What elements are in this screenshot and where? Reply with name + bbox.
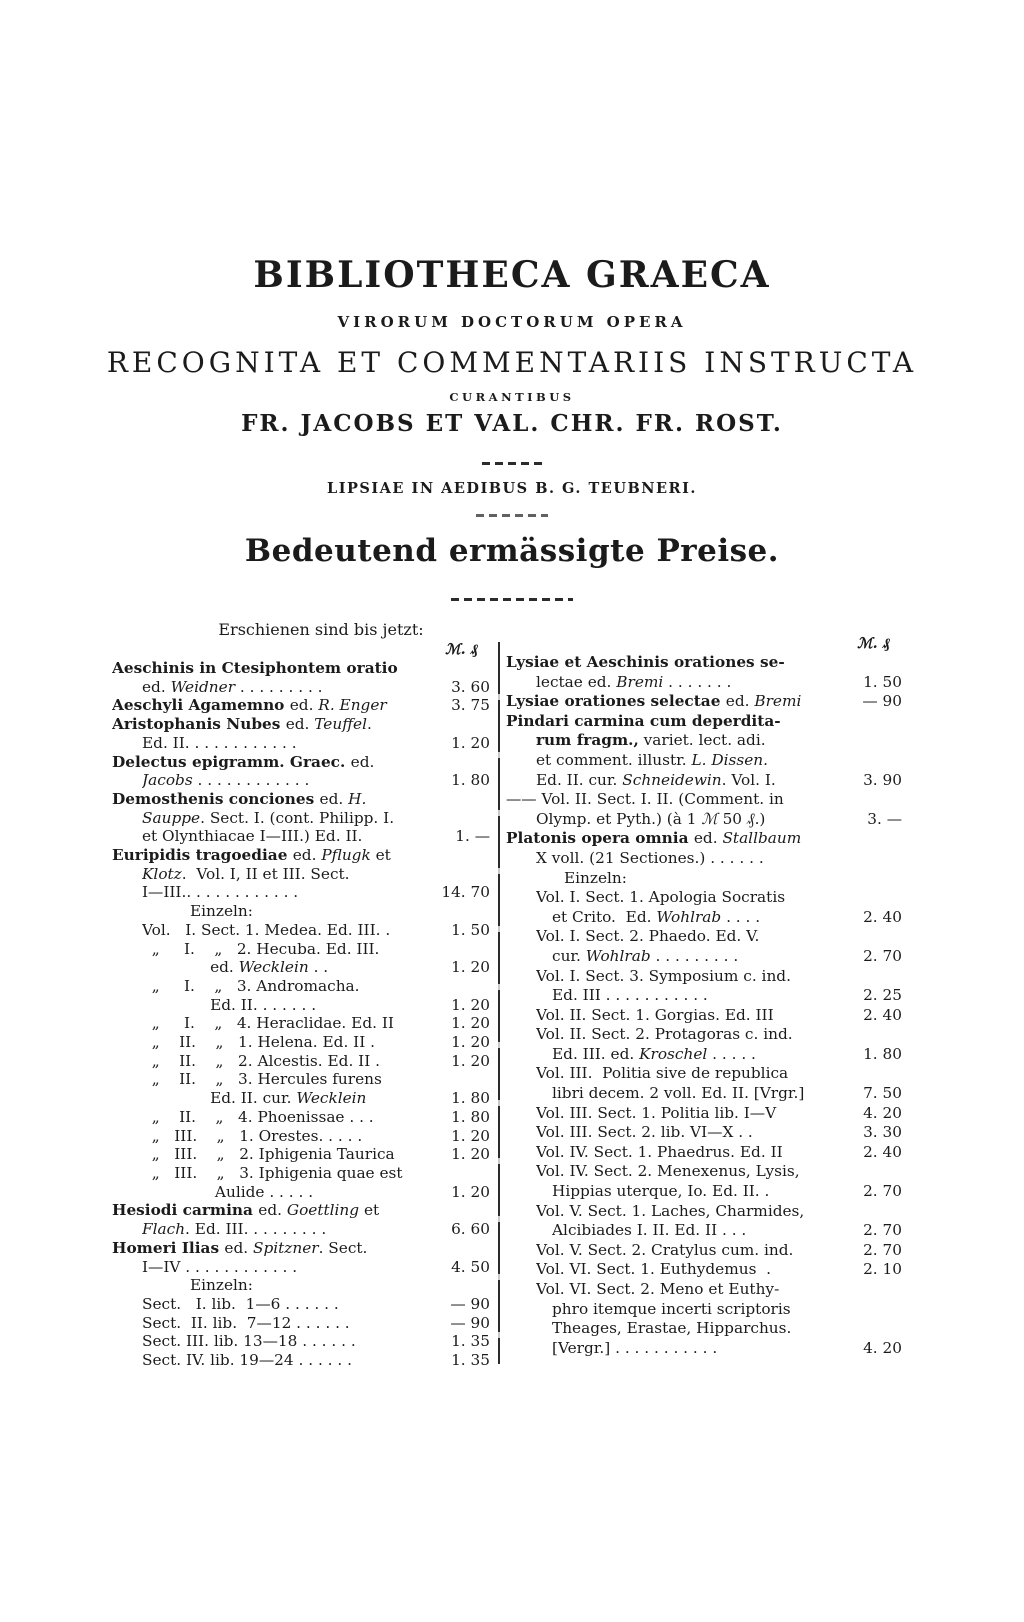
price-value: 1. 50 [451,920,490,939]
catalog-line [506,1025,902,1045]
catalog-line [112,809,490,828]
price-value: 1. 50 [863,672,902,691]
catalog-line-text: Einzeln: [564,868,627,887]
catalog-column-left [112,620,490,1370]
catalog-line-text: Vol. V. Sect. 1. Laches, Charmides, [536,1201,805,1220]
catalog-line-text: Sect. IV. lib. 19—24 . . . . . . [142,1351,352,1370]
catalog-line-text: „ II. „ 1. Helena. Ed. II . [142,1033,375,1052]
price-value: — 90 [450,1313,490,1332]
catalog-line [506,751,902,771]
catalog-line-text: Aeschyli Agamemno ed. R. Enger [112,696,387,715]
catalog-line-text: „ II. „ 3. Hercules furens [142,1070,382,1089]
catalog-line [506,1064,902,1084]
price-value: 2. 10 [863,1260,902,1279]
price-value [850,1202,902,1222]
catalog-line [506,731,902,751]
catalog-line [112,715,490,734]
catalog-line [506,1319,902,1339]
catalog-line [506,1300,902,1320]
catalog-line-text: „ I. „ 3. Andromacha. [142,976,360,995]
catalog-line-text: Vol. V. Sect. 2. Cratylus cum. ind. [536,1240,794,1259]
editors-line: FR. JACOBS ET VAL. CHR. FR. ROST. [241,410,783,437]
catalog-line [506,1221,902,1241]
catalog-line [506,888,902,908]
catalog-line-text: „ II. „ 2. Alcestis. Ed. II . [142,1051,380,1070]
catalog-line-text: Aeschinis in Ctesiphontem oratio [112,659,398,677]
price-value [438,1201,490,1220]
price-value: 1. 20 [451,1126,490,1145]
price-value: 1. 80 [863,1044,902,1063]
catalog-line [112,753,490,772]
catalog-line-text: Homeri Ilias ed. Spitzner. Sect. [112,1238,368,1257]
price-value [438,846,490,865]
catalog-line-text: Sect. III. lib. 13—18 . . . . . . [142,1332,356,1351]
price-value: 3. 75 [451,696,490,715]
price-value: 1. 20 [451,1033,490,1052]
catalog-line [506,927,902,947]
catalog-line [112,1164,490,1183]
catalog-line [112,1239,490,1258]
catalog-intro: Erschienen sind bis jetzt: [218,620,424,639]
catalog-line [112,846,490,865]
catalog-line [506,947,902,967]
catalog-line-text: Hippias uterque, Io. Ed. II. . [552,1182,770,1201]
catalog-line-text: „ II. „ 4. Phoenissae . . . [142,1107,374,1126]
catalog-line [112,659,490,678]
catalog-line-text: Vol. I. Sect. 3. Symposium c. ind. [536,966,791,985]
catalog-line-text: Theages, Erastae, Hipparchus. [552,1319,792,1338]
price-value [438,790,490,809]
catalog-line-text: Ed. II. cur. Wecklein [142,1089,367,1108]
price-catalog [112,620,902,1370]
price-value: 1. 35 [451,1332,490,1351]
currency-header: ℳ. ₰ [857,635,890,652]
catalog-line-text: Vol. I. Sect. 2. Phaedo. Ed. V. [536,927,760,946]
price-value [438,902,490,921]
price-value: 3. 60 [451,677,490,696]
price-value: 2. 70 [863,1221,902,1240]
catalog-line [112,1183,490,1202]
catalog-line-text: Demosthenis conciones ed. H. [112,789,367,808]
catalog-line [506,810,902,830]
catalog-line [112,940,490,959]
catalog-line-text: ed. Wecklein . . [142,958,329,977]
catalog-rows-right [506,653,902,1358]
curantibus-line: CURANTIBUS [449,390,575,404]
catalog-line [112,1089,490,1108]
price-value [850,1280,902,1300]
price-value: 1. 20 [451,1051,490,1070]
catalog-line-text: Flach. Ed. III. . . . . . . . . [142,1220,327,1239]
catalog-line [506,1084,902,1104]
catalog-line-text: Sect. II. lib. 7—12 . . . . . . [142,1313,350,1332]
catalog-line [112,1276,490,1295]
catalog-line [112,1332,490,1351]
catalog-line [112,1070,490,1089]
catalog-line-text: Ed. II. . . . . . . [142,995,317,1014]
catalog-line-text: „ I. „ 4. Heraclidae. Ed. II [142,1014,394,1033]
catalog-line [506,790,902,810]
catalog-line [112,1052,490,1071]
catalog-line [112,883,490,902]
catalog-line-text: Vol. VI. Sect. 2. Meno et Euthy- [536,1280,780,1298]
price-value: 1. 20 [451,958,490,977]
catalog-line-text: Vol. III. Politia sive de republica [536,1064,789,1083]
catalog-line [506,1260,902,1280]
price-value [438,940,490,959]
catalog-line [506,1182,902,1202]
price-value [438,715,490,734]
catalog-line [112,1108,490,1127]
catalog-line-text: Ed. II. cur. Schneidewin. Vol. I. [536,770,776,789]
catalog-line-text: Vol. III. Sect. 2. lib. VI—X . . [536,1123,753,1142]
catalog-line [506,1143,902,1163]
price-value [438,1164,490,1183]
catalog-line-text: cur. Wohlrab . . . . . . . . . [552,946,739,965]
catalog-line-text: Euripidis tragoediae ed. Pflugk et [112,846,391,865]
catalog-line-text: Vol. III. Sect. 1. Politia lib. I—V [536,1103,777,1122]
catalog-column-right [506,620,902,1370]
price-value [850,1025,902,1045]
catalog-line-text: Lysiae orationes selectae ed. Bremi [506,692,802,711]
catalog-line [112,996,490,1015]
price-value: 1. 20 [451,1145,490,1164]
currency-header: ℳ. ₰ [445,641,478,658]
catalog-line-text: lectae ed. Bremi . . . . . . . [536,672,732,691]
catalog-line [112,1351,490,1370]
price-value [438,809,490,828]
price-value [438,1276,490,1295]
price-value: 1. 20 [451,1014,490,1033]
catalog-line [506,849,902,869]
catalog-line-text: „ III. „ 1. Orestes. . . . . [142,1126,363,1145]
price-value: 1. 20 [451,733,490,752]
catalog-line [506,653,902,673]
catalog-line [506,986,902,1006]
catalog-line-text: Ed. III . . . . . . . . . . . [552,986,708,1005]
price-value: 1. 80 [451,1107,490,1126]
catalog-line [112,827,490,846]
price-value: 4. 50 [451,1257,490,1276]
catalog-line [506,1006,902,1026]
price-value [850,1319,902,1339]
catalog-line-text: et comment. illustr. L. Dissen. [536,750,769,769]
catalog-line-text: Ed. II. . . . . . . . . . . . [142,733,297,752]
catalog-line-text: „ I. „ 2. Hecuba. Ed. III. [142,939,380,958]
catalog-line-text: X voll. (21 Sectiones.) . . . . . . [536,848,764,867]
catalog-line-text: et Olynthiacae I—III.) Ed. II. [142,827,363,846]
catalog-line-text: Vol. IV. Sect. 2. Menexenus, Lysis, [536,1162,800,1181]
column-divider-rule [498,642,500,1364]
price-value [850,849,902,869]
price-value: 2. 40 [863,1142,902,1161]
catalog-line [506,1202,902,1222]
catalog-line [506,869,902,889]
catalog-line-text: Jacobs . . . . . . . . . . . . [142,771,310,790]
catalog-line [112,902,490,921]
catalog-line-text: phro itemque incerti scriptoris [552,1299,791,1318]
catalog-line-text: Pindari carmina cum deperdita- [506,711,781,730]
catalog-line-text: Aulide . . . . . [142,1182,314,1201]
catalog-line-text: Einzeln: [190,1276,253,1295]
catalog-line-text: I—III.. . . . . . . . . . . . [142,883,299,902]
catalog-line [506,1162,902,1182]
catalog-line-text: Vol. IV. Sect. 1. Phaedrus. Ed. II [536,1142,783,1161]
price-value [850,751,902,771]
price-value [850,927,902,947]
catalog-line-text: Olymp. et Pyth.) (à 1 ℳ 50 ₰.) [536,809,766,828]
imprint-line: LIPSIAE IN AEDIBUS B. G. TEUBNERI. [327,480,697,497]
catalog-line [506,712,902,732]
catalog-line-text: Vol. II. Sect. 2. Protagoras c. ind. [536,1025,793,1044]
divider-dashes [482,462,542,465]
price-value: 4. 20 [863,1103,902,1122]
price-value: 7. 50 [863,1084,902,1103]
catalog-line [112,1258,490,1277]
price-value [438,865,490,884]
price-value: 2. 70 [863,946,902,965]
catalog-line-text: Lysiae et Aeschinis orationes se- [506,653,785,671]
catalog-line-text: Einzeln: [190,902,253,921]
catalog-line-text: —— Vol. II. Sect. I. II. (Comment. in [506,790,784,809]
price-value [850,790,902,810]
price-value [850,712,902,732]
catalog-line-text: et Crito. Ed. Wohlrab . . . . [552,907,761,926]
catalog-line [112,1295,490,1314]
price-value: 1. — [455,827,490,846]
catalog-line-text: Vol. II. Sect. 1. Gorgias. Ed. III [536,1005,774,1024]
catalog-line [112,865,490,884]
divider-dashes [451,598,573,601]
catalog-line [112,977,490,996]
price-value: — 90 [450,1294,490,1313]
price-value: 1. 20 [451,995,490,1014]
price-value: 6. 60 [451,1220,490,1239]
price-value [438,753,490,772]
catalog-line-text: „ III. „ 3. Iphigenia quae est [142,1163,403,1182]
catalog-line-text: I—IV . . . . . . . . . . . . [142,1257,298,1276]
catalog-line [112,1220,490,1239]
price-value: — 90 [862,692,902,711]
price-value [850,829,902,849]
catalog-line [506,1241,902,1261]
price-value [850,731,902,751]
price-value: 1. 20 [451,1182,490,1201]
catalog-line [506,692,902,712]
catalog-line [506,908,902,928]
price-value: 2. 70 [863,1182,902,1201]
price-value: 4. 20 [863,1338,902,1357]
catalog-line [112,958,490,977]
catalog-line [112,696,490,715]
catalog-line-text: Hesiodi carmina ed. Goettling et [112,1201,380,1220]
page-title: BIBLIOTHECA GRAECA [253,254,771,296]
catalog-line-text: „ III. „ 2. Iphigenia Taurica [142,1145,395,1164]
catalog-line [112,678,490,697]
price-value: 2. 40 [863,1005,902,1024]
catalog-line [506,1123,902,1143]
catalog-line [112,1127,490,1146]
catalog-line [112,1145,490,1164]
catalog-line [112,771,490,790]
catalog-rows-left [112,659,490,1370]
catalog-line [506,673,902,693]
catalog-line-text: Platonis opera omnia ed. Stallbaum [506,829,802,848]
catalog-line [112,1033,490,1052]
catalog-line [506,829,902,849]
catalog-line-text: Sauppe. Sect. I. (cont. Philipp. I. [142,808,395,827]
catalog-line [506,1104,902,1124]
catalog-line-text: rum fragm., variet. lect. adi. [536,731,766,750]
price-value: 3. — [867,809,902,828]
price-value: 2. 70 [863,1240,902,1259]
price-value [438,1239,490,1258]
catalog-line-text: ed. Weidner . . . . . . . . . [142,677,323,696]
catalog-line [506,771,902,791]
catalog-line [506,967,902,987]
price-value [438,659,490,678]
divider-dashes [476,514,548,517]
catalog-line [506,1280,902,1300]
price-value [850,1162,902,1182]
catalog-line [112,921,490,940]
price-value: 3. 30 [863,1123,902,1142]
catalog-line-text: Sect. I. lib. 1—6 . . . . . . [142,1294,339,1313]
catalog-line [112,1314,490,1333]
catalog-line-text: Delectus epigramm. Graec. ed. [112,752,375,771]
catalog-line-text: Klotz. Vol. I, II et III. Sect. [142,864,350,883]
price-value [850,967,902,987]
catalog-line [112,734,490,753]
catalog-line-text: Alcibiades I. II. Ed. II . . . [552,1221,747,1240]
catalog-line-text: Aristophanis Nubes ed. Teuffel. [112,715,372,734]
page-subtitle: VIRORUM DOCTORUM OPERA [337,313,687,331]
price-value [850,1064,902,1084]
price-value [850,1300,902,1320]
catalog-line [506,1339,902,1359]
price-value [850,869,902,889]
price-value [850,888,902,908]
price-value: 1. 35 [451,1351,490,1370]
catalog-line-text: Vol. VI. Sect. 1. Euthydemus . [536,1260,772,1279]
headline: Bedeutend ermässigte Preise. [244,533,780,569]
price-value: 2. 25 [863,986,902,1005]
price-value: 14. 70 [441,883,490,902]
catalog-line [112,1014,490,1033]
price-value: 1. 80 [451,771,490,790]
page-subtitle-2: RECOGNITA ET COMMENTARIIS INSTRUCTA [106,346,918,379]
price-value [850,653,902,673]
catalog-line-text: Vol. I. Sect. 1. Apologia Socratis [536,888,786,907]
catalog-line-text: Vol. I. Sect. 1. Medea. Ed. III. . [142,920,391,939]
price-value: 1. 80 [451,1089,490,1108]
price-value [438,1070,490,1089]
catalog-line-text: [Vergr.] . . . . . . . . . . . [552,1338,718,1357]
catalog-line-text: libri decem. 2 voll. Ed. II. [Vrgr.] [552,1084,805,1103]
catalog-line [112,1201,490,1220]
catalog-line-text: Ed. III. ed. Kroschel . . . . . [552,1044,756,1063]
price-value [438,977,490,996]
price-value: 2. 40 [863,907,902,926]
price-value: 3. 90 [863,770,902,789]
catalog-line [112,790,490,809]
catalog-line [506,1045,902,1065]
